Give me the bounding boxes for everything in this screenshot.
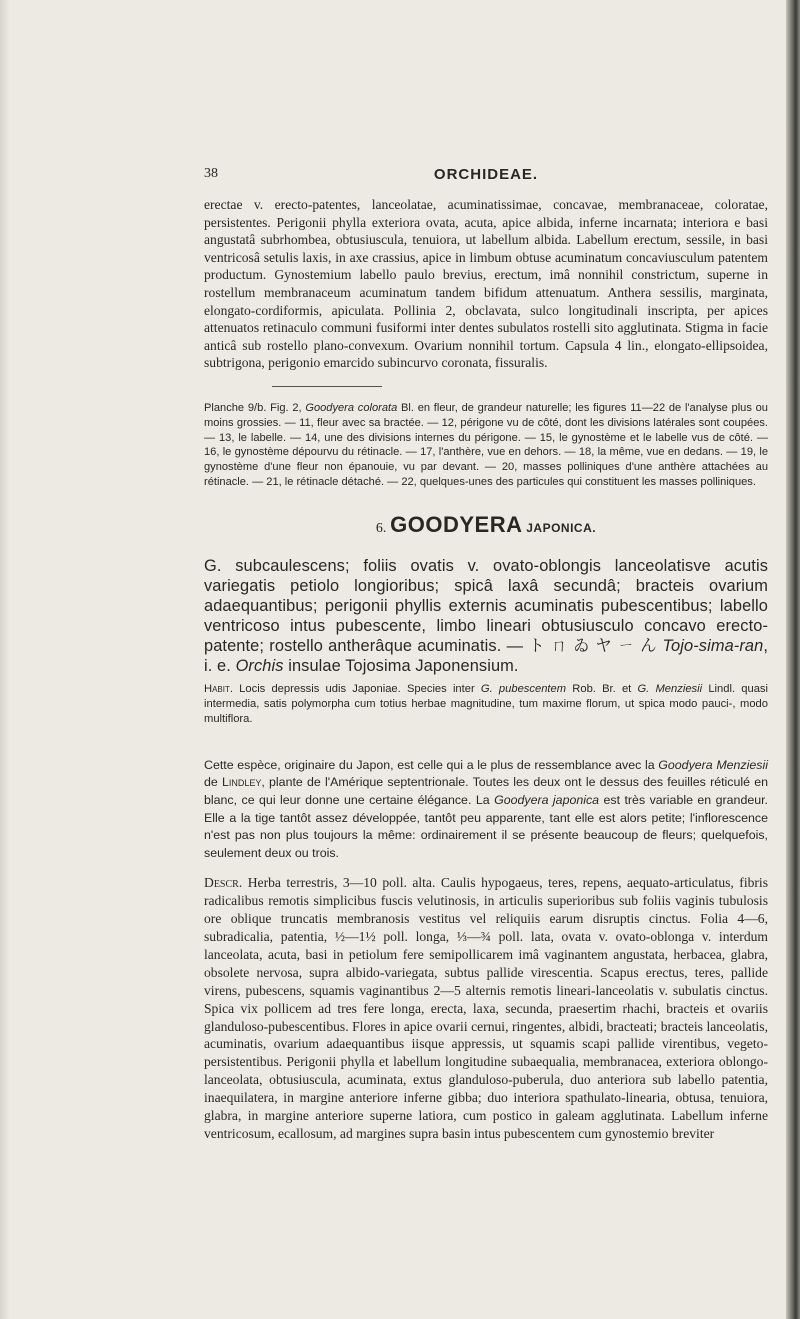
running-head (204, 166, 768, 186)
page-edge-right (786, 0, 800, 1319)
descr-text: Herba terrestris, 3—10 poll. alta. Caulis hypogaeus, teres, repens, aequato-articulatus, fibris radicalibus remotis simplicibus fuscis velutinosis, in articulis superioribus sub foliis vaginis tubulosis ore oblique truncatis membranosis vestitus vel reliquiis earum disruptis cinctus. Folia 4—6, subradicalia, patentia, ½—1½ poll. longa, ⅓—¾ poll. lata, ovata v. ovato-oblonga v. interdum lanceolata, acuta, basi in petiolum fere semipollicarem imâ vaginantem angustata, herbacea, glabra, obsolete nervosa, supra albido-variegata, subtus pallide virescentia. Scapus erectus, teres, pallide virens, pubescens, squamis vaginantibus 2—5 alternis remotis lineari-lanceolatis v. subulatis cinctus. Spica vix pollicem ad tres fere longa, erecta, laxa, secunda, praesertim rhachi, bracteis et ovariis glanduloso-pubescentibus. Flores in apice ovarii cernui, ringentes, albidi, bracteati; bracteis lanceolatis, acuminatis, ovarium adaequantibus iisque appressis, ut squamis scapi pallide virentibus, vegeto-persistentibus. Perigonii phylla et labellum longitudine subaequalia, membranacea, exteriora oblongo-lanceolata, obtusiuscula, acuminata, extus glanduloso-puberula, duo anteriora sub labello patentia, inaequilatera, in margine anteriore inferne gibba; duo interiora spathulato-linearia, obtusa, tenuiora, glabra, in margine anteriore superne latiora, cum postico in galeam agglutinata. Labellum inferne ventricosum, ecallosum, ad margines supra basin intus pubescentem cum gynostemio breviter (204, 875, 768, 1141)
description-paragraph (204, 874, 768, 1143)
plate-caption-species: Goodyera colorata (305, 401, 398, 414)
species-number: 6. (375, 520, 387, 536)
habit-species-2: G. Menziesii (637, 682, 703, 695)
page-edge-left (0, 0, 10, 1319)
species-genus: GOODYERA (390, 511, 523, 537)
habit-species-1: G. pubescentem (480, 682, 567, 695)
latin-description: erectae v. erecto-patentes, lanceolatae, acuminatissimae, concavae, membranaceae, coloratae, persistentes. Perigonii phylla exteriora ovata, acuta, apice albida, inferne incarnata; interiora e basi angustatâ subrhombea, obtusiuscula, tenuiora, ut labellum albida. Labellum erectum, sessile, in basi ventricosâ setulis laxis, in axe crassius, apice in limbum obtuse acuminatum concaviusculum patentem productum. Gynostemium labello paulo brevius, erectum, imâ nonnihil constrictum, superne in rostellum membranaceum acuminatum tandem bifidum attenuatum. Anthera sessilis, marginata, elongato-cordiformis, apiculata. Pollinia 2, obclavata, sulco longitudinali inscripta, per apices attenuatos retinaculo communi fusiformi inter dentes subulatos rostelli sito agglutinata. Stigma in facie anticâ sub rostello plano-convexum. Ovarium nonnihil tortum. Capsula 4 lin., elongato-ellipsoidea, subtrigona, perigonio emarcido subincurvo coronata, fissuralis. (204, 197, 768, 371)
species-heading (204, 512, 768, 538)
note-author: Lindley (221, 775, 262, 790)
habit-label: Habit. (204, 682, 233, 695)
diagnosis (204, 556, 768, 676)
descr-label: Descr. (204, 875, 243, 891)
habit-text-3: Lindl. quasi intermedia, satis polymorpha cum totius herbae magnitudine, tum maxime florum, ut spica modo pauci-, modo multiflora. (204, 682, 768, 725)
note-text-4: est très variable en grandeur. Elle a la tige tantôt assez développée, tantôt peu apparente, tant elle est alors petite; l'inflorescence n'est pas non plus toujours la même: ordinairement il se présente beaucoup de fleurs; quelquefois, seulement deux ou trois. (204, 792, 769, 860)
note-text-1: Cette espèce, originaire du Japon, est celle qui a le plus de ressemblance avec la (204, 757, 659, 772)
habit-text-2: Rob. Br. et (566, 682, 638, 695)
note-species-1: Goodyera Menziesii (658, 757, 768, 772)
french-note (204, 757, 768, 863)
plate-caption-lead: Planche 9/b. Fig. 2, (204, 401, 306, 414)
habitat-paragraph (204, 682, 768, 727)
plate-caption-text: Bl. en fleur, de grandeur naturelle; les figures 11—22 de l'analyse plus ou moins grossies. — 11, fleur avec sa bractée. — 12, périgone vu de côté, dont les divisions latérales sont coupées. — 13, le labelle. — 14, une des divisions internes du périgone. — 15, le gynostème et le labelle vus de côté. — 16, le gynostème dépourvu du rétinacle. — 17, l'anthère, vue en dehors. — 18, la même, vue en dedans. — 19, le gynostème d'une fleur non épanouie, vu par devant. — 20, masses polliniques d'une anthère attachées au rétinacle. — 21, le rétinacle détaché. — 22, quelques-unes des particules qui constituent les masses polliniques. (204, 401, 768, 488)
diagnosis-text: G. subcaulescens; foliis ovatis v. ovato-oblongis lanceolatisve acutis variegatis petiolo longioribus; spicâ laxâ secundâ; bracteis ovarium adaequantibus; perigonii phyllis externis acuminatis pubescentibus; labello ventricoso intus pubescente, limbo lineari obtusiusculo concavo erecto-patente; rostello antherâque acuminatis. — (204, 556, 768, 655)
note-text-2: de (204, 775, 222, 790)
page-column (204, 166, 768, 1143)
page-number: 38 (204, 166, 218, 181)
japanese-name: ト ㄇ ゐ ヤ ㄧ ん (528, 636, 663, 655)
note-text-3: , plante de l'Amérique septentrionale. Toutes les deux ont le dessus des feuilles réticulé en blanc, ce qui leur donne une certaine élégance. La (204, 775, 768, 807)
diagnosis-tail: insulae Tojosima Japonensium. (283, 656, 519, 675)
species-epithet: JAPONICA. (526, 520, 597, 535)
diagnosis-mid: , i. e. (204, 636, 769, 675)
running-title: ORCHIDEAE. (433, 166, 539, 183)
note-species-2: Goodyera japonica (494, 792, 600, 807)
plate-caption (204, 401, 768, 490)
diagnosis-orchis: Orchis (235, 656, 284, 675)
vernacular-name: Tojo-sima-ran (662, 636, 764, 655)
habit-text-1: Locis depressis udis Japoniae. Species inter (232, 682, 481, 695)
separator-rule (272, 386, 382, 387)
